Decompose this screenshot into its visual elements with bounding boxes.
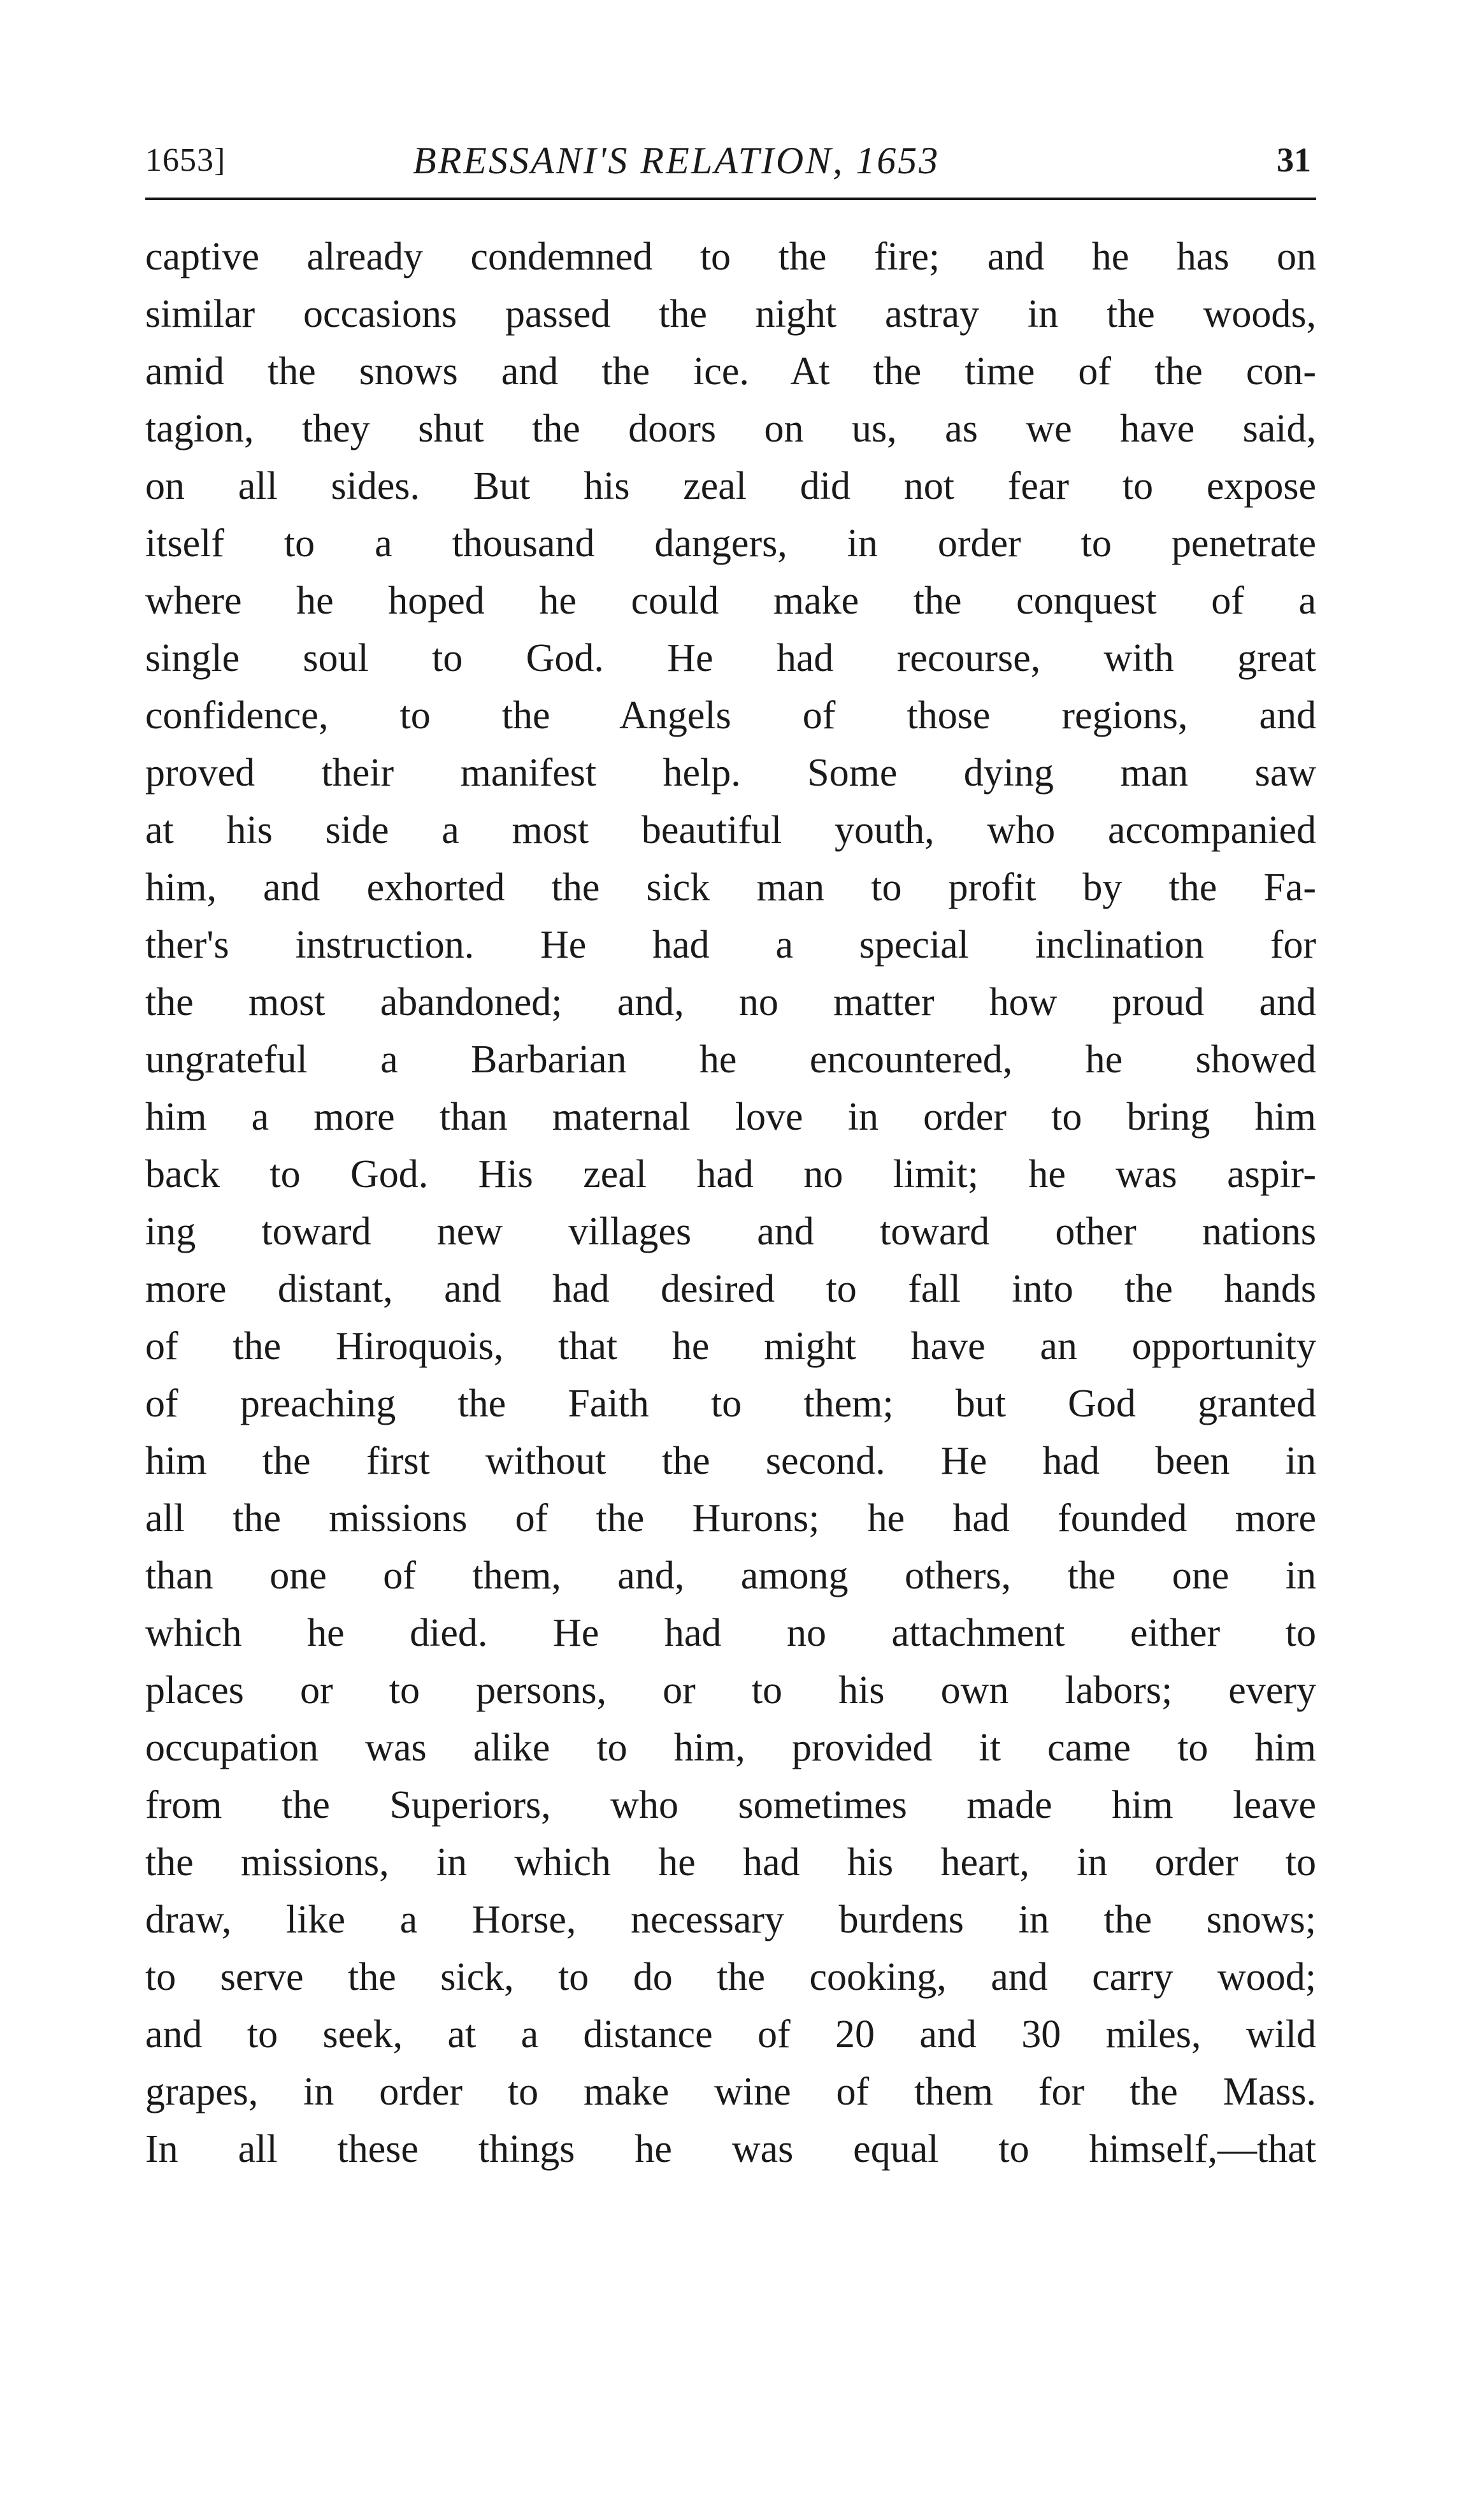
text-line-28: from the Superiors, who sometimes made him leave — [145, 1783, 1316, 1827]
text-line-20: of the Hiroquois, that he might have an opportunity — [145, 1325, 1316, 1368]
text-line-12: him, and exhorted the sick man to profit by the Fa- — [145, 866, 1316, 909]
header-rule — [145, 198, 1316, 200]
page-number: 31 — [1277, 141, 1311, 179]
text-line-25: which he died. He had no attachment either to — [145, 1611, 1316, 1655]
text-line-24: than one of them, and, among others, the one in — [145, 1554, 1316, 1597]
text-line-27: occupation was alike to him, provided it came to him — [145, 1726, 1316, 1769]
text-line-11: at his side a most beautiful youth, who accompanied — [145, 809, 1316, 852]
text-line-9: confidence, to the Angels of those regions, and — [145, 694, 1316, 737]
text-line-32: and to seek, at a distance of 20 and 30 miles, wild — [145, 2013, 1316, 2056]
text-line-5: on all sides. But his zeal did not fear to expose — [145, 464, 1316, 508]
text-line-3: amid the snows and the ice. At the time of the con- — [145, 350, 1316, 393]
text-line-22: him the first without the second. He had been in — [145, 1439, 1316, 1483]
text-line-34: In all these things he was equal to himself,—that — [145, 2128, 1316, 2171]
text-line-10: proved their manifest help. Some dying man saw — [145, 751, 1316, 795]
text-line-14: the most abandoned; and, no matter how proud and — [145, 981, 1316, 1024]
text-line-13: ther's instruction. He had a special inclination for — [145, 923, 1316, 967]
text-line-16: him a more than maternal love in order to bring him — [145, 1095, 1316, 1139]
text-line-18: ing toward new villages and toward other nations — [145, 1210, 1316, 1253]
text-line-2: similar occasions passed the night astray in the woods, — [145, 292, 1316, 336]
text-line-30: draw, like a Horse, necessary burdens in the snows; — [145, 1898, 1316, 1941]
body-text — [145, 228, 1316, 2178]
text-line-19: more distant, and had desired to fall into the hands — [145, 1267, 1316, 1311]
text-line-33: grapes, in order to make wine of them for the Mass. — [145, 2070, 1316, 2113]
text-line-1: captive already condemned to the fire; and he has on — [145, 235, 1316, 278]
text-line-7: where he hoped he could make the conquest of a — [145, 579, 1316, 623]
text-line-6: itself to a thousand dangers, in order to penetrate — [145, 522, 1316, 565]
text-line-26: places or to persons, or to his own labors; every — [145, 1669, 1316, 1712]
text-line-23: all the missions of the Hurons; he had founded more — [145, 1497, 1316, 1540]
text-line-17: back to God. His zeal had no limit; he was aspir- — [145, 1153, 1316, 1196]
running-head — [145, 127, 1317, 198]
text-line-31: to serve the sick, to do the cooking, and carry wood; — [145, 1955, 1316, 1999]
text-line-21: of preaching the Faith to them; but God granted — [145, 1382, 1316, 1425]
running-head-title: BRESSANI'S RELATION, 1653 — [413, 140, 940, 182]
text-line-15: ungrateful a Barbarian he encountered, he showed — [145, 1038, 1316, 1081]
running-head-year: 1653] — [145, 142, 226, 178]
text-line-29: the missions, in which he had his heart, in order to — [145, 1841, 1316, 1884]
text-line-8: single soul to God. He had recourse, with great — [145, 637, 1316, 680]
text-line-4: tagion, they shut the doors on us, as we have said, — [145, 407, 1316, 450]
